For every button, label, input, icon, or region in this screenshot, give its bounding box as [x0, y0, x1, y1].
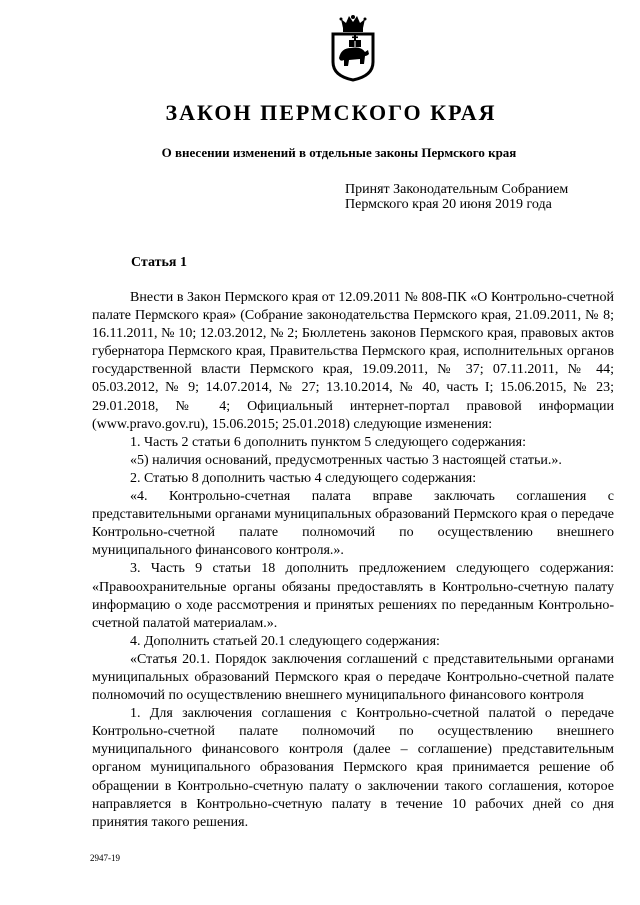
law-title: ЗАКОН ПЕРМСКОГО КРАЯ: [165, 100, 497, 125]
article-heading: Статья 1: [131, 255, 187, 270]
adoption-note-line: Принят Законодательным Собранием: [345, 182, 569, 197]
paragraph: 1. Для заключения соглашения с Контрольно-счетной палатой о передаче Контрольно-счетной палате полномочий по осуществлению внешнего муниципального финансового контроля (далее – соглашение) представительным органом муниципального образования Пермского края принимается решение об обращении в Контрольно-счетную палату о заключении такого соглашения, которое направляется в Контрольно-счетную палату в течение 10 рабочих дней со дня принятия такого решения.: [92, 706, 614, 830]
article-body: [92, 289, 614, 832]
document-code: 2947-19: [90, 853, 120, 863]
paragraph: 3. Часть 9 статьи 18 дополнить предложением следующего содержания: «Правоохранительные органы обязаны предоставлять в Контрольно-счетную палату информацию о ходе рассмотрения и принятых решениях по переданным Контрольно-счетной палатой материалам.».: [92, 561, 614, 631]
paragraph: «5) наличия оснований, предусмотренных частью 3 настоящей статьи.».: [130, 452, 562, 468]
coat-of-arms-icon: [327, 14, 379, 82]
adoption-note-line: Пермского края 20 июня 2019 года: [345, 197, 552, 212]
adoption-note: [345, 182, 568, 212]
paragraph: «4. Контрольно-счетная палата вправе заключать соглашения с представительными органами муниципальных образований Пермского края о передаче Контрольно-счетной палате полномочий по осуществлению внешнего муниципального финансового контроля.».: [92, 489, 614, 559]
paragraph: 4. Дополнить статьей 20.1 следующего содержания:: [130, 633, 440, 649]
paragraph: «Статья 20.1. Порядок заключения соглашений с представительными органами муниципальных образований Пермского края о передаче Контрольно-счетной палате полномочий по осуществлению внешнего муниципального финансового контроля: [92, 651, 614, 704]
paragraph: Внести в Закон Пермского края от 12.09.2011 № 808-ПК «О Контрольно-счетной палате Пермского края» (Собрание законодательства Пермского края, 21.09.2011, № 8; 16.11.2011, № 10; 12.03.2012, № 2; Бюллетень законов Пермского края, правовых актов губернатора Пермского края, Правительства Пермского края, исполнительных органов государственной власти Пермского края, 19.09.2011, № 37; 07.11.2011, № 44; 05.03.2012, № 9; 14.07.2014, № 27; 13.10.2014, № 40, часть I; 15.06.2015, № 23; 29.01.2018, № 4; Официальный интернет-портал правовой информации (www.pravo.gov.ru), 15.06.2015; 25.01.2018) следующие изменения:: [92, 290, 614, 432]
paragraph: 1. Часть 2 статьи 6 дополнить пунктом 5 следующего содержания:: [130, 434, 526, 450]
paragraph: 2. Статью 8 дополнить частью 4 следующего содержания:: [130, 470, 477, 486]
law-subtitle: О внесении изменений в отдельные законы Пермского края: [161, 145, 517, 160]
